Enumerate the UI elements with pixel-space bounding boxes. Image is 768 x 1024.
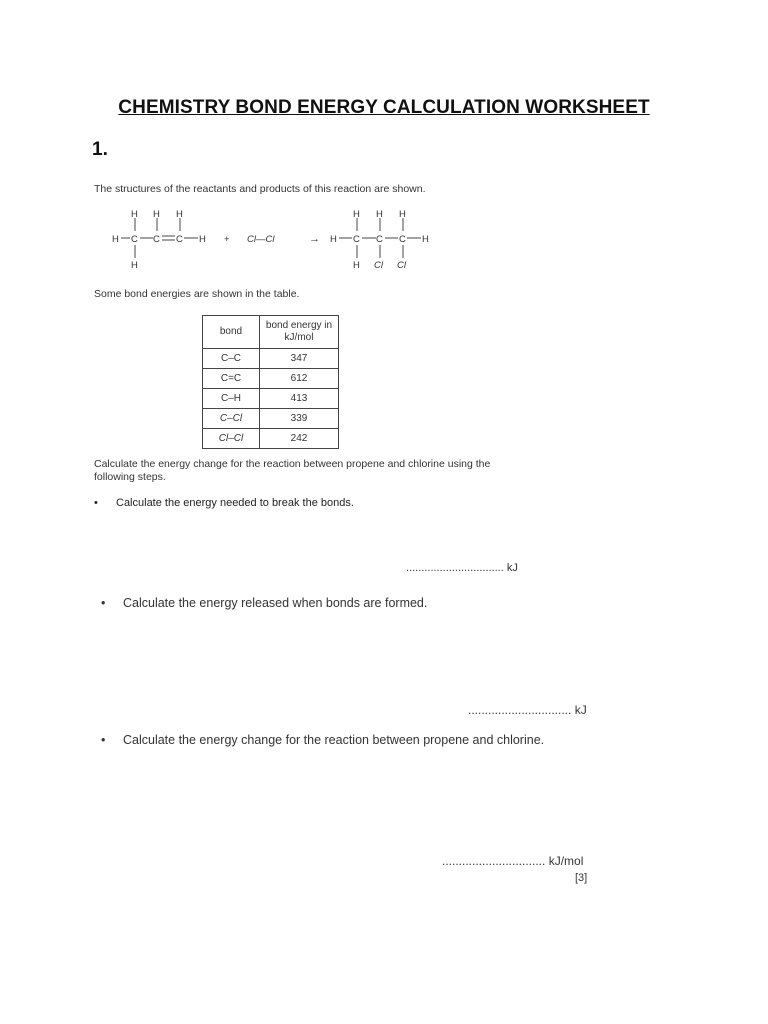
bullet-icon: • xyxy=(94,497,98,509)
product-h-bottom: H xyxy=(353,260,360,271)
bond-cell: C=C xyxy=(203,369,260,389)
propene-c-3: C xyxy=(176,234,183,245)
table-row xyxy=(203,349,339,369)
answer-line-3[interactable]: ............................... kJ/mol xyxy=(442,854,584,868)
propene-c-1: C xyxy=(131,234,138,245)
propene-h-bottom: H xyxy=(131,260,138,271)
table-row xyxy=(203,369,339,389)
product-h-top-2: H xyxy=(376,209,383,220)
propene-h-left: H xyxy=(112,234,119,245)
bond-cell: C–H xyxy=(203,389,260,409)
product-cl-2: Cl xyxy=(397,260,406,271)
product-cl-1: Cl xyxy=(374,260,383,271)
step-2 xyxy=(101,596,427,610)
product-c-1: C xyxy=(353,234,360,245)
product-h-left: H xyxy=(330,234,337,245)
product-c-3: C xyxy=(399,234,406,245)
step-3-text: Calculate the energy change for the reaction between propene and chlorine. xyxy=(123,733,545,747)
propene-h-top-3: H xyxy=(176,209,183,220)
table-header-bond: bond xyxy=(203,316,260,349)
product-c-2: C xyxy=(376,234,383,245)
bullet-icon: • xyxy=(101,733,106,747)
energy-cell: 339 xyxy=(260,409,339,429)
energy-cell: 612 xyxy=(260,369,339,389)
propene-h-right: H xyxy=(199,234,206,245)
intro-text: The structures of the reactants and products of this reaction are shown. xyxy=(94,183,426,195)
answer-line-1[interactable]: ................................ kJ xyxy=(406,562,518,574)
propene-h-top-1: H xyxy=(131,209,138,220)
energy-cell: 413 xyxy=(260,389,339,409)
product-h-top-1: H xyxy=(353,209,360,220)
bond-energy-note: Some bond energies are shown in the table. xyxy=(94,288,300,300)
propene-c-2: C xyxy=(153,234,160,245)
plus-sign: + xyxy=(224,234,230,245)
propene-h-top-2: H xyxy=(153,209,160,220)
marks-label: [3] xyxy=(575,872,588,884)
bond-cell: C–Cl xyxy=(203,409,260,429)
product-h-top-3: H xyxy=(399,209,406,220)
bond-cell: Cl–Cl xyxy=(203,429,260,449)
table-header-row xyxy=(203,316,339,349)
table-row xyxy=(203,389,339,409)
product-h-right: H xyxy=(422,234,429,245)
chlorine-molecule: Cl—Cl xyxy=(247,234,275,245)
step-2-text: Calculate the energy released when bonds are formed. xyxy=(123,596,428,610)
step-3 xyxy=(101,733,544,747)
table-row xyxy=(203,429,339,449)
bond-energy-table xyxy=(202,315,339,449)
bond-cell: C–C xyxy=(203,349,260,369)
answer-line-2[interactable]: ............................... kJ xyxy=(468,703,587,717)
bullet-icon: • xyxy=(101,596,106,610)
energy-cell: 347 xyxy=(260,349,339,369)
reaction-arrow: → xyxy=(309,233,320,245)
worksheet-title: CHEMISTRY BOND ENERGY CALCULATION WORKSHEET xyxy=(118,97,650,118)
energy-cell: 242 xyxy=(260,429,339,449)
instruction-text: Calculate the energy change for the reaction between propene and chlorine using the following steps. xyxy=(94,458,491,483)
table-header-energy: bond energy in kJ/mol xyxy=(260,316,339,349)
question-number: 1. xyxy=(92,139,108,160)
step-1-text: Calculate the energy needed to break the bonds. xyxy=(116,497,354,509)
table-row xyxy=(203,409,339,429)
step-1 xyxy=(94,497,354,509)
reaction-diagram xyxy=(95,202,445,280)
